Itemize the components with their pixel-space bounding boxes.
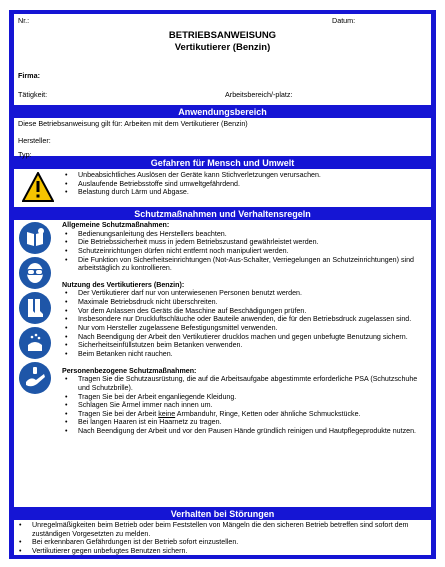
list-item: [62, 410, 427, 419]
list-item: • Die Funktion von Sicherheitseinrichtungen (Not-Aus-Schalter, Verriegelungen an Schutzeinrichtungen) sind arbeitstäglich zu kontrollieren.: [62, 256, 427, 273]
typ-label: Typ:: [18, 150, 32, 159]
personen-list: [62, 375, 427, 435]
datum-label: Datum:: [332, 16, 356, 25]
list-item: • Maximale Betriebsdruck nicht überschreiten.: [62, 298, 427, 307]
list-item: • Schlagen Sie Ärmel immer nach innen um.: [62, 401, 427, 410]
anwendung-line: Diese Betriebsanweisung gilt für: Arbeiten mit dem Vertikutierer (Benzin): [18, 119, 248, 128]
hersteller-label: Hersteller:: [18, 136, 51, 145]
list-item: • Vor dem Anlassen des Geräts die Maschine auf Beschädigungen prüfen.: [62, 307, 427, 316]
document-subtitle: Vertikutierer (Benzin): [174, 42, 271, 53]
schmuck-text-pre: Tragen Sie bei der Arbeit: [78, 409, 159, 418]
list-item: • Tragen Sie die Schutzausrüstung, die auf die Arbeitsaufgabe abgestimmte erforderliche PSA (Schutzschuhe und Schutzbrille).: [62, 375, 427, 392]
allgemein-list: [62, 230, 427, 273]
list-item: • Insbesondere nur Druckluftschläuche oder Bauteile anwenden, die für den Betriebsdruck zugelassen sind.: [62, 315, 427, 324]
warning-triangle-icon: [22, 172, 54, 205]
list-item: • Bedienungsanleitung des Herstellers beachten.: [62, 230, 427, 239]
list-item: • Tragen Sie bei der Arbeit enganliegende Kleidung.: [62, 393, 427, 402]
manual-icon: [19, 222, 51, 254]
anwendung-header: Anwendungsbereich: [178, 107, 267, 117]
goggles-icon: [19, 257, 51, 289]
taetigkeit-label: Tätigkeit:: [18, 90, 48, 99]
list-item: • Belastung durch Lärm und Abgase.: [62, 188, 427, 197]
gefahren-list: [62, 171, 427, 197]
list-item: • Beim Betanken nicht rauchen.: [62, 350, 427, 359]
schutz-block: [14, 220, 431, 507]
list-item: • Bei erkennbaren Gefährdungen ist der Betrieb sofort einzustellen.: [16, 538, 427, 547]
list-item: • Nach Beendigung der Arbeit den Vertikutierer drucklos machen und gegen unbefugte Benutzung sichern.: [62, 333, 427, 342]
document-frame: [9, 10, 436, 559]
list-item: • Unbeabsichtliches Auslösen der Geräte kann Stichverletzungen verursachen.: [62, 171, 427, 180]
list-item: • Sicherheitseinfüllstutzen beim Betanken verwenden.: [62, 341, 427, 350]
list-item: • Auslaufende Betriebsstoffe sind umweltgefährdend.: [62, 180, 427, 189]
personen-title: Personenbezogene Schutzmaßnahmen:: [62, 366, 197, 375]
schutz-header: Schutzmaßnahmen und Verhaltensregeln: [134, 209, 311, 219]
firma-label: Firma:: [18, 71, 40, 80]
document-title: BETRIEBSANWEISUNG: [168, 30, 277, 41]
gefahren-header: Gefahren für Mensch und Umwelt: [150, 158, 295, 168]
ppe-icon-column: [19, 222, 55, 397]
stoerungen-header: Verhalten bei Störungen: [170, 509, 275, 519]
nutzung-title: Nutzung des Vertikutierers (Benzin):: [62, 280, 185, 289]
anwendung-block: [14, 118, 431, 159]
boots-icon: [19, 292, 51, 324]
list-item: • Der Vertikutierer darf nur von unterwiesenen Personen benutzt werden.: [62, 289, 427, 298]
skincare-icon: [19, 362, 51, 394]
list-item: • Unregelmäßigkeiten beim Betrieb oder beim Feststellen von Mängeln die den sicheren Betrieb betreffen sind sofort dem zuständigen Vorgesetzten zu melden.: [16, 521, 427, 538]
list-item: • Bei langen Haaren ist ein Haarnetz zu tragen.: [62, 418, 427, 427]
gefahren-block: [14, 169, 431, 207]
list-item: • Nach Beendigung der Arbeit und vor den Pausen Hände gründlich reinigen und Hautpflegeprodukte nutzen.: [62, 427, 427, 436]
list-item: • Nur vom Hersteller zugelassene Befestigungsmittel verwenden.: [62, 324, 427, 333]
schmuck-text-post: Armbanduhr, Ringe, Ketten oder ähnliche Schmuckstücke.: [175, 409, 361, 418]
handwash-icon: [19, 327, 51, 359]
nutzung-list: [62, 289, 427, 358]
header-block: [14, 14, 431, 105]
list-item: • Vertikutierer gegen unbefugtes Benutzen sichern.: [16, 547, 427, 556]
list-item: • Schutzeinrichtungen dürfen nicht entfernt noch manipuliert werden.: [62, 247, 427, 256]
schmuck-text-underlined: keine: [158, 409, 176, 418]
allgemein-title: Allgemeine Schutzmaßnahmen:: [62, 221, 170, 229]
stoerungen-list: [16, 521, 427, 556]
schutz-text: [62, 221, 427, 436]
nr-label: Nr.:: [18, 16, 30, 25]
list-item: • Die Betriebssicherheit muss in jedem Betriebszustand gewährleistet werden.: [62, 238, 427, 247]
stoerungen-block: [14, 520, 431, 555]
arbeitsbereich-label: Arbeitsbereich/-platz:: [225, 90, 293, 99]
